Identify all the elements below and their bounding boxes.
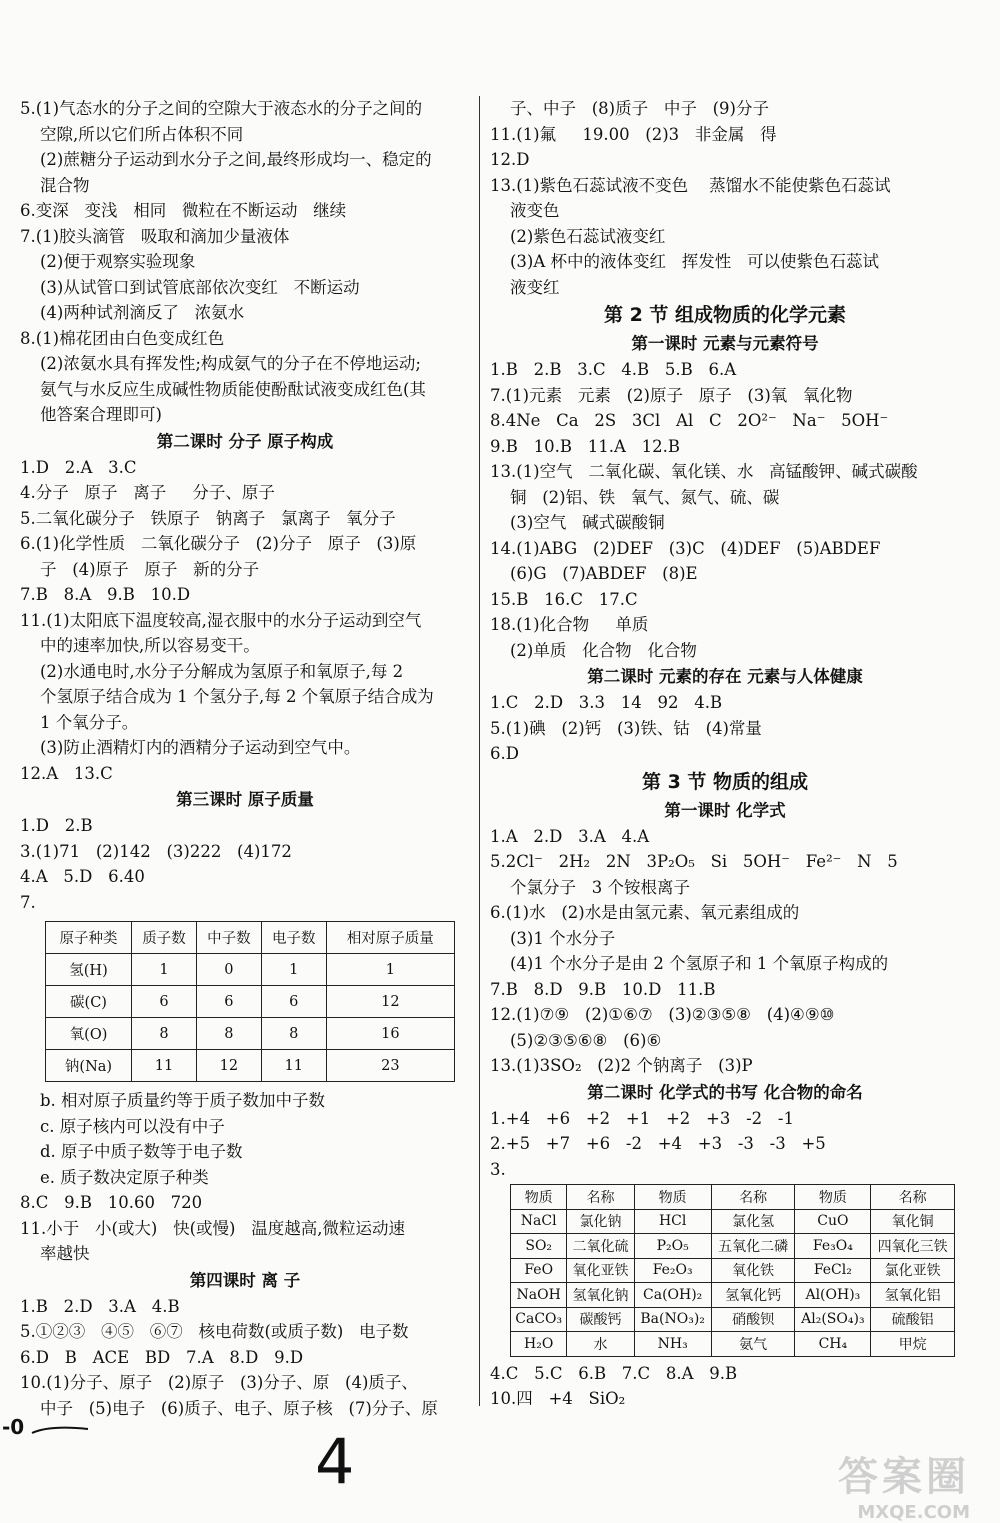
answer-line: 14.(1)ABG (2)DEF (3)C (4)DEF (5)ABDEF [490, 538, 881, 558]
answer-line: 18.(1)化合物 单质 [490, 615, 649, 634]
table-header-cell: 物质 [511, 1185, 567, 1210]
answer-line: 6.(1)水 (2)水是由氢元素、氧元素组成的 [490, 903, 800, 922]
answer-line: 空隙,所以它们所占体积不同 [40, 124, 244, 144]
answer-line: 5.①②③ ④⑤ ⑥⑦ 核电荷数(或质子数) 电子数 [20, 1322, 409, 1341]
table-cell: P₂O₅ [634, 1234, 711, 1259]
answer-line: 他答案合理即可) [40, 405, 162, 424]
table-cell: 氢(H) [46, 954, 132, 986]
table-cell: 氨气 [711, 1332, 795, 1357]
watermark-logo: 答案圈 [838, 1454, 970, 1500]
table-row [46, 954, 455, 986]
table-header-row [511, 1185, 955, 1210]
answer-line: 10.四 +4 SiO₂ [490, 1389, 626, 1408]
answer-line: (2)水通电时,水分子分解成为氢原子和氧原子,每 2 [40, 661, 404, 681]
answer-line: 1.D 2.A 3.C [20, 457, 137, 477]
table2-table [510, 1184, 955, 1357]
table-row [46, 986, 455, 1018]
answer-line: 7.B 8.D 9.B 10.D 11.B [490, 979, 716, 999]
table-cell: HCl [634, 1209, 711, 1234]
table-cell: 氢氧化钠 [567, 1283, 634, 1308]
answer-line: 3. [490, 1159, 506, 1179]
table-row [46, 1050, 455, 1082]
table-cell: 氧化铜 [871, 1209, 955, 1234]
table-cell: CuO [795, 1209, 871, 1234]
page-number: -0 [2, 1415, 25, 1439]
answer-line: 4.A 5.D 6.40 [20, 867, 145, 886]
table-cell: SO₂ [511, 1234, 567, 1259]
table-cell: Fe₃O₄ [795, 1234, 871, 1259]
answer-line: d. 原子中质子数等于电子数 [40, 1142, 243, 1161]
table-header-cell: 相对原子质量 [326, 922, 454, 954]
answer-line: 13.(1)紫色石蕊试液不变色 蒸馏水不能使紫色石蕊试 [490, 175, 891, 195]
answer-line: 铜 (2)铝、铁 氧气、氮气、硫、碳 [510, 487, 780, 507]
answer-line: c. 原子核内可以没有中子 [40, 1116, 225, 1136]
answer-line: 12.(1)⑦⑨ (2)①⑥⑦ (3)②③⑤⑧ (4)④⑨⑩ [490, 1005, 835, 1024]
table-header-cell: 物质 [634, 1185, 711, 1210]
table-header-cell: 中子数 [196, 922, 261, 954]
answer-line: 子 (4)原子 原子 新的分子 [40, 559, 260, 579]
answer-line: 5.(1)气态水的分子之间的空隙大于液态水的分子之间的 [20, 99, 423, 118]
table-cell: 11 [132, 1050, 197, 1082]
answer-line: 1.B 2.D 3.A 4.B [20, 1296, 180, 1316]
answer-line: 13.(1)3SO₂ (2)2 个钠离子 (3)P [490, 1056, 753, 1075]
table-header-cell: 电子数 [261, 922, 326, 954]
table-cell: NaOH [511, 1283, 567, 1308]
lesson-heading: 第二课时 化学式的书写 化合物的命名 [587, 1082, 863, 1102]
answer-line: (2)浓氨水具有挥发性;构成氨气的分子在不停地运动; [40, 354, 421, 373]
answer-line: e. 质子数决定原子种类 [40, 1167, 209, 1187]
table-cell: 硫酸铝 [871, 1307, 955, 1332]
answer-line: 11.(1)氟 19.00 (2)3 非金属 得 [490, 124, 777, 144]
table-cell: 6 [196, 986, 261, 1018]
section-heading: 第 3 节 物质的组成 [641, 770, 809, 793]
answer-line: 1.D 2.B [20, 816, 93, 835]
table-cell: Ba(NO₃)₂ [634, 1307, 711, 1332]
answer-line: 液变色 [510, 201, 560, 220]
lesson-heading: 第三课时 原子质量 [176, 790, 314, 809]
lesson-heading: 第一课时 化学式 [664, 800, 786, 820]
table-cell: 8 [196, 1018, 261, 1050]
answer-line: 3.(1)71 (2)142 (3)222 (4)172 [20, 841, 292, 861]
answer-line: 2.+5 +7 +6 -2 +4 +3 -3 -3 +5 [490, 1134, 826, 1153]
answer-line: 5.二氧化碳分子 铁原子 钠离子 氯离子 氧分子 [20, 508, 396, 528]
table-cell: 甲烷 [871, 1332, 955, 1357]
lesson-heading: 第二课时 分子 原子构成 [156, 431, 334, 451]
table-cell: 碳(C) [46, 986, 132, 1018]
table-cell: 硝酸钡 [711, 1307, 795, 1332]
answer-line: 7.B 8.A 9.B 10.D [20, 585, 191, 604]
table-header-cell: 质子数 [132, 922, 197, 954]
answer-line: 8.(1)棉花团由白色变成红色 [20, 328, 225, 348]
table-cell: 8 [261, 1018, 326, 1050]
answer-line: 10.(1)分子、原子 (2)原子 (3)分子、原 (4)质子、 [20, 1373, 418, 1392]
table-cell: 6 [261, 986, 326, 1018]
answer-line: (2)蔗糖分子运动到水分子之间,最终形成均一、稳定的 [40, 150, 432, 169]
answer-line: 率越快 [40, 1244, 90, 1263]
answer-line: 12.D [490, 150, 530, 169]
table-cell: 碳酸钙 [567, 1307, 634, 1332]
table-header-cell: 物质 [795, 1185, 871, 1210]
table-cell: 氯化亚铁 [871, 1258, 955, 1283]
table-cell: 氢氧化钙 [711, 1283, 795, 1308]
answer-line: 7.(1)元素 元素 (2)原子 原子 (3)氧 氧化物 [490, 385, 853, 405]
answer-line: 液变红 [510, 277, 560, 297]
watermark [838, 1445, 970, 1523]
handwritten-mark: 4 [315, 1425, 355, 1498]
table-cell: NH₃ [634, 1332, 711, 1357]
answer-line: 9.B 10.B 11.A 12.B [490, 436, 680, 456]
table-cell: Fe₂O₃ [634, 1258, 711, 1283]
table-cell: 1 [326, 954, 454, 986]
answer-line: 7. [20, 892, 36, 912]
table-cell: 氯化钠 [567, 1209, 634, 1234]
table-cell: 12 [326, 986, 454, 1018]
answer-line: 中的速率加快,所以容易变干。 [40, 636, 260, 655]
table-row [511, 1234, 955, 1259]
answer-line: 6.变深 变浅 相同 微粒在不断运动 继续 [20, 201, 347, 220]
answer-line: (2)紫色石蕊试液变红 [510, 226, 666, 246]
table-cell: 四氧化三铁 [871, 1234, 955, 1259]
table-cell: 23 [326, 1050, 454, 1082]
answer-line: 混合物 [40, 175, 90, 195]
lesson-heading: 第一课时 元素与元素符号 [631, 334, 819, 353]
answer-line: 6.(1)化学性质 二氧化碳分子 (2)分子 原子 (3)原 [20, 534, 417, 553]
table-cell: Al(OH)₃ [795, 1283, 871, 1308]
table-row [511, 1332, 955, 1357]
table-cell: 氧(O) [46, 1018, 132, 1050]
answer-line: (4)两种试剂滴反了 浓氨水 [40, 303, 245, 322]
table-cell: 二氧化硫 [567, 1234, 634, 1259]
table-cell: NaCl [511, 1209, 567, 1234]
answer-line: 1 个氧分子。 [40, 712, 139, 732]
table-header-cell: 原子种类 [46, 922, 132, 954]
table-cell: FeO [511, 1258, 567, 1283]
answer-line: 1.A 2.D 3.A 4.A [490, 826, 650, 846]
page-ornament [30, 1423, 90, 1435]
table-header-cell: 名称 [567, 1185, 634, 1210]
table-cell: 0 [196, 954, 261, 986]
answer-line: (5)②③⑤⑥⑧ (6)⑥ [510, 1030, 662, 1050]
table-cell: CaCO₃ [511, 1307, 567, 1332]
answer-line: 7.(1)胶头滴管 吸取和滴加少量液体 [20, 226, 290, 246]
watermark-url: MXQE.COM [857, 1502, 970, 1523]
table-cell: 6 [132, 986, 197, 1018]
answer-line: 1.+4 +6 +2 +1 +2 +3 -2 -1 [490, 1108, 794, 1128]
answer-line: 15.B 16.C 17.C [490, 589, 638, 609]
lesson-heading: 第二课时 元素的存在 元素与人体健康 [587, 667, 863, 686]
table-cell: 氢氧化铝 [871, 1283, 955, 1308]
answer-line: 4.C 5.C 6.B 7.C 8.A 9.B [490, 1363, 738, 1383]
table-row [511, 1283, 955, 1308]
answer-line: 5.2Cl⁻ 2H₂ 2N 3P₂O₅ Si 5OH⁻ Fe²⁻ N 5 [490, 852, 898, 871]
table-cell: 1 [132, 954, 197, 986]
answer-line: 5.(1)碘 (2)钙 (3)铁、钴 (4)常量 [490, 718, 762, 738]
answer-line: 13.(1)空气 二氧化碳、氧化镁、水 高锰酸钾、碱式碳酸 [490, 462, 918, 481]
answer-line: 1.C 2.D 3.3 14 92 4.B [490, 693, 723, 712]
answer-line: 11.小于 小(或大) 快(或慢) 温度越高,微粒运动速 [20, 1218, 405, 1238]
answer-line: 6.D [490, 744, 519, 763]
table-cell: 水 [567, 1332, 634, 1357]
answer-line: (3)空气 碱式碳酸铜 [510, 513, 665, 532]
answer-line: b. 相对原子质量约等于质子数加中子数 [40, 1091, 326, 1110]
table-row [511, 1209, 955, 1234]
answer-line: 氨气与水反应生成碱性物质能使酚酞试液变成红色(其 [40, 379, 426, 399]
answer-line: (4)1 个水分子是由 2 个氢原子和 1 个氧原子构成的 [510, 954, 889, 973]
left-column [20, 96, 470, 1421]
table-cell: 氯化氢 [711, 1209, 795, 1234]
section-heading: 第 2 节 组成物质的化学元素 [603, 304, 847, 326]
answer-line: (3)从试管口到试管底部依次变红 不断运动 [40, 277, 360, 297]
answer-line: (2)单质 化合物 化合物 [510, 640, 697, 660]
answer-line: 8.C 9.B 10.60 720 [20, 1193, 203, 1212]
answer-line: (6)G (7)ABDEF (8)E [510, 564, 698, 583]
answer-line: 子、中子 (8)质子 中子 (9)分子 [510, 99, 769, 118]
answer-line: 个氢原子结合成为 1 个氢分子,每 2 个氧原子结合成为 [40, 687, 434, 706]
table-header-cell: 名称 [711, 1185, 795, 1210]
table-cell: 11 [261, 1050, 326, 1082]
answer-line: 8.4Ne Ca 2S 3Cl Al C 2O²⁻ Na⁻ 5OH⁻ [490, 411, 889, 430]
answer-line: (3)1 个水分子 [510, 928, 616, 948]
table-cell: 五氧化二磷 [711, 1234, 795, 1259]
table-cell: 12 [196, 1050, 261, 1082]
answer-line: 6.D B ACE BD 7.A 8.D 9.D [20, 1347, 304, 1367]
table-row [511, 1258, 955, 1283]
column-divider [479, 96, 480, 1406]
answer-line: 12.A 13.C [20, 763, 113, 783]
right-column [490, 96, 960, 1412]
table-cell: 1 [261, 954, 326, 986]
table-cell: 钠(Na) [46, 1050, 132, 1082]
table-cell: 氧化亚铁 [567, 1258, 634, 1283]
answer-line: 1.B 2.B 3.C 4.B 5.B 6.A [490, 360, 737, 379]
table-cell: Ca(OH)₂ [634, 1283, 711, 1308]
table-header-cell: 名称 [871, 1185, 955, 1210]
table-cell: H₂O [511, 1332, 567, 1357]
table-row [511, 1307, 955, 1332]
answer-line: 中子 (5)电子 (6)质子、电子、原子核 (7)分子、原 [40, 1398, 438, 1418]
table-row [46, 1018, 455, 1050]
answer-line: 4.分子 原子 离子 分子、原子 [20, 483, 275, 502]
lesson-heading: 第四课时 离 子 [189, 1270, 301, 1290]
table-cell: CH₄ [795, 1332, 871, 1357]
table-cell: 8 [132, 1018, 197, 1050]
table-header-row [46, 922, 455, 954]
answer-line: 个氯分子 3 个铵根离子 [510, 877, 690, 897]
answer-line: (3)A 杯中的液体变红 挥发性 可以使紫色石蕊试 [510, 252, 880, 271]
answer-line: 11.(1)太阳底下温度较高,湿衣服中的水分子运动到空气 [20, 610, 422, 630]
table-cell: 16 [326, 1018, 454, 1050]
table-cell: Al₂(SO₄)₃ [795, 1307, 871, 1332]
table-cell: 氧化铁 [711, 1258, 795, 1283]
table-cell: FeCl₂ [795, 1258, 871, 1283]
answer-line: (2)便于观察实验现象 [40, 252, 196, 271]
table1-table [45, 921, 455, 1082]
answer-line: (3)防止酒精灯内的酒精分子运动到空气中。 [40, 738, 361, 757]
